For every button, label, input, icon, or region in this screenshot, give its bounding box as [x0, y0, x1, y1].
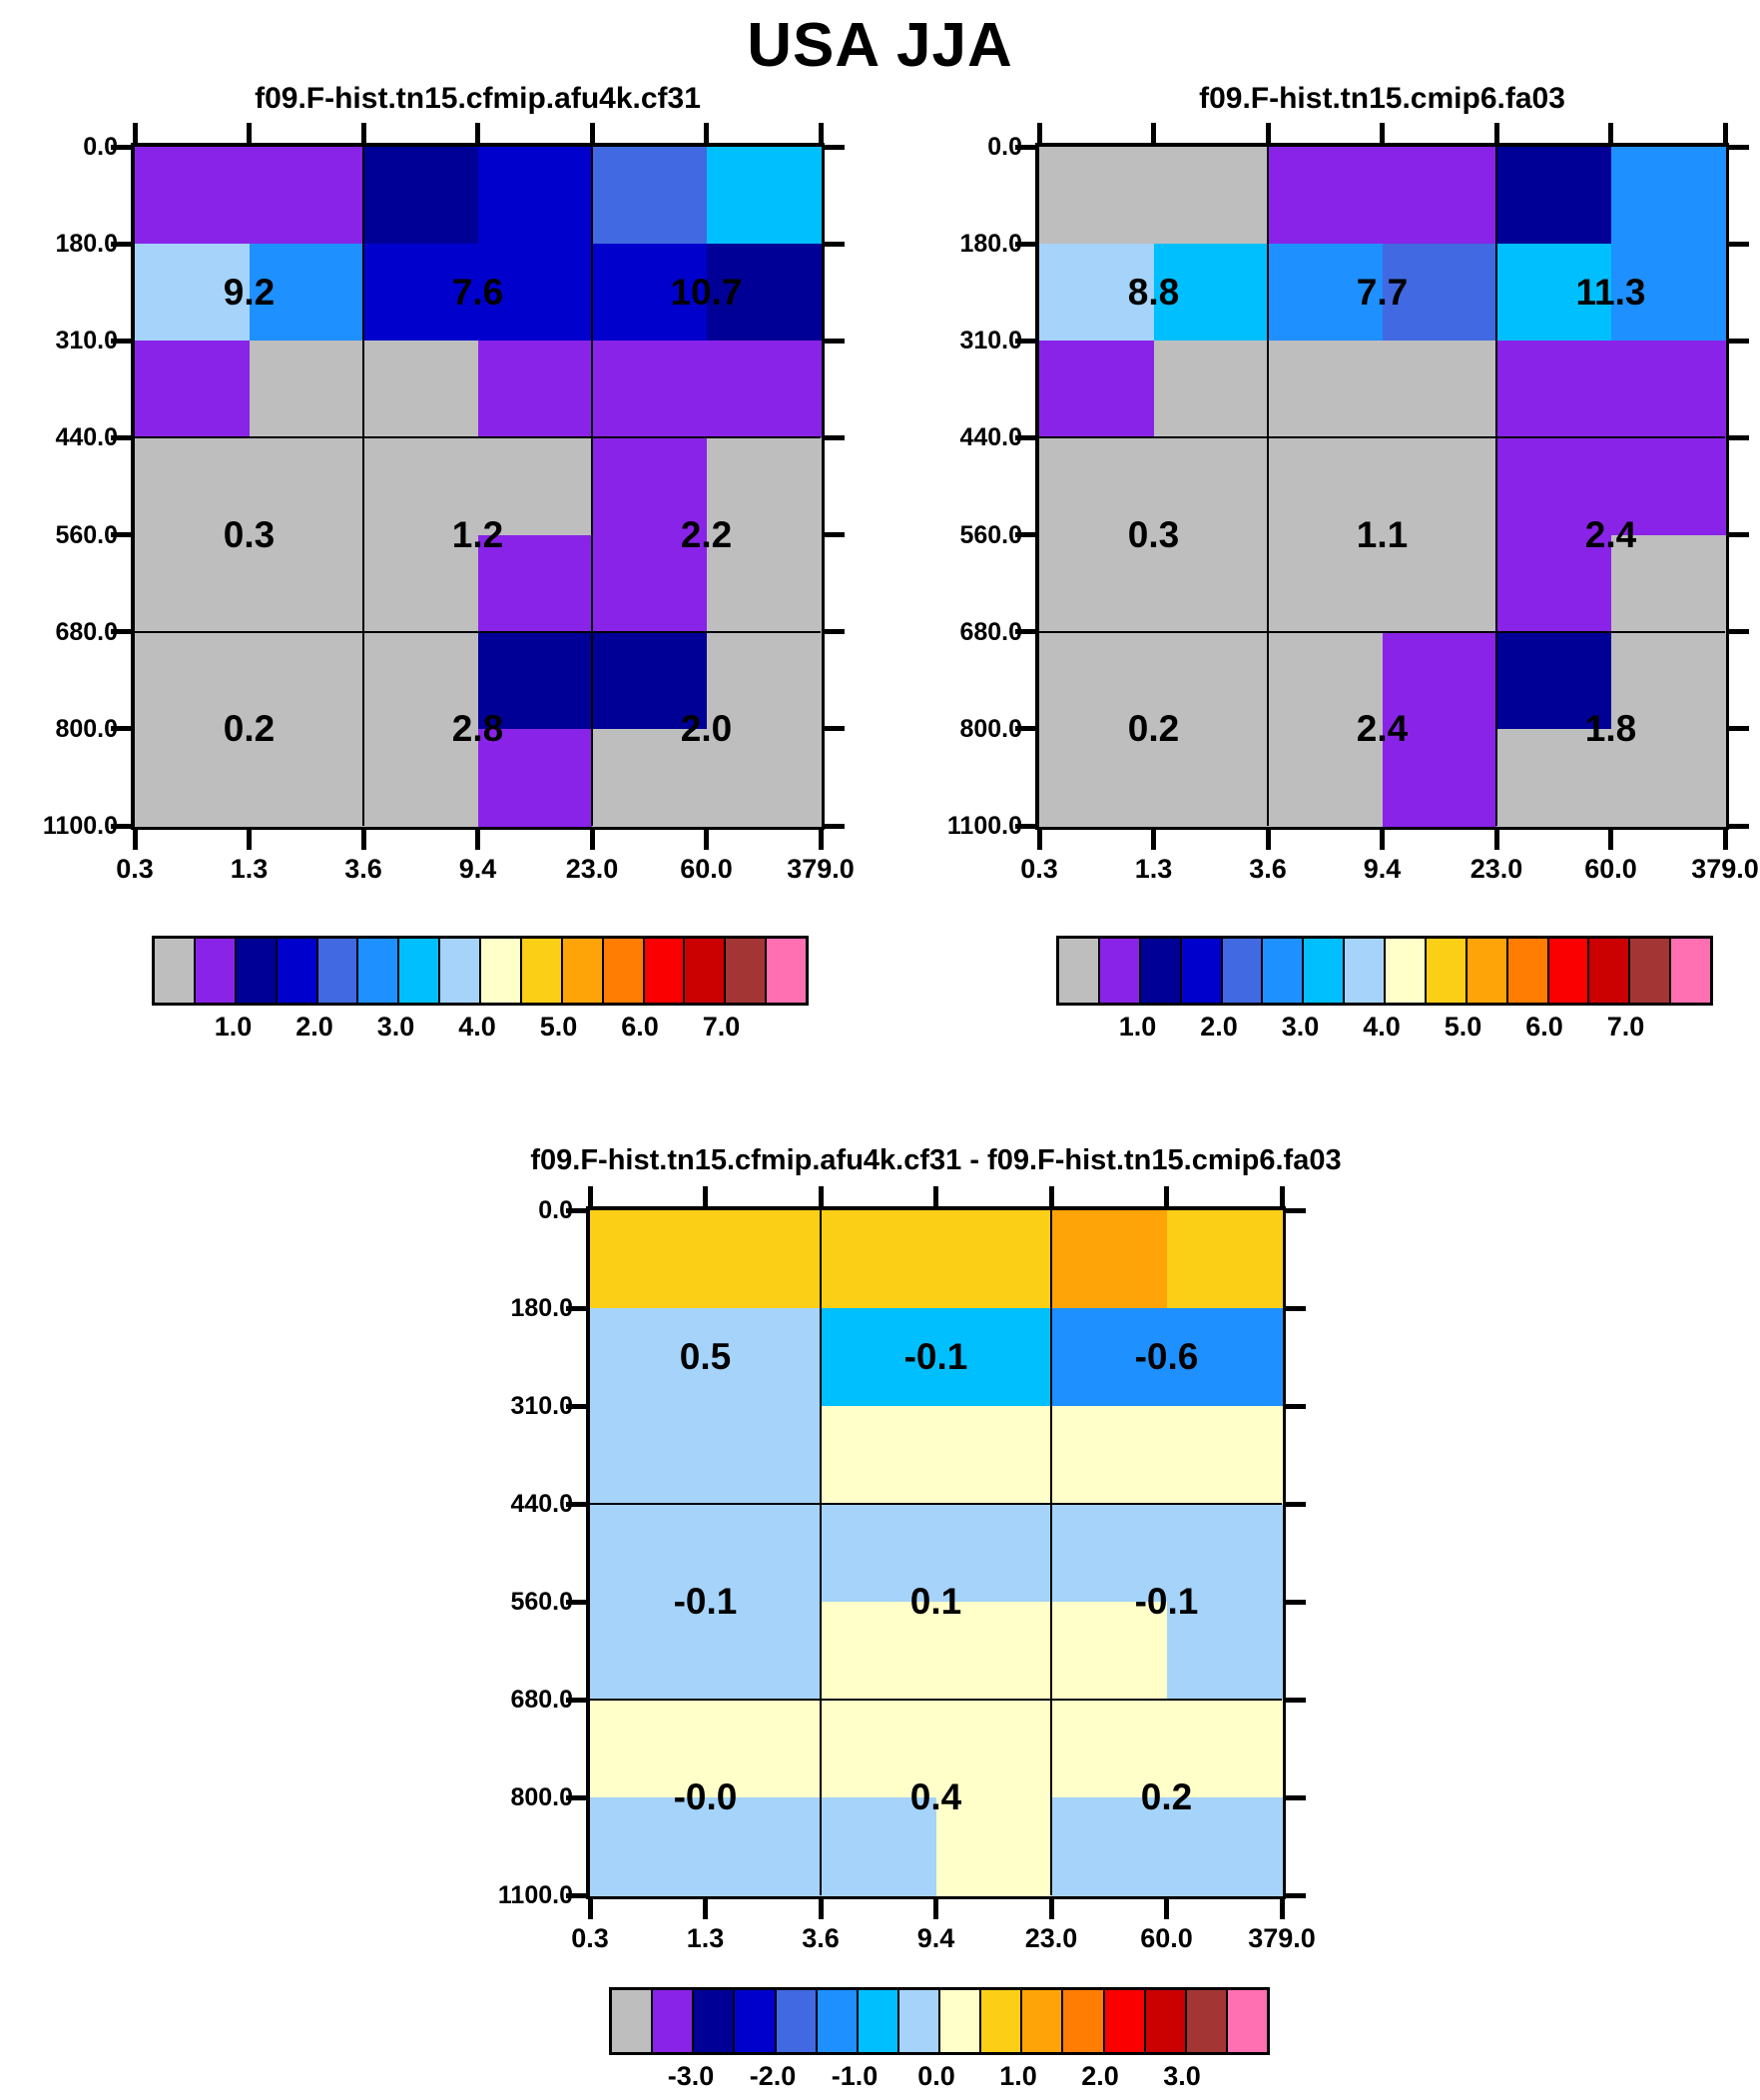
y-axis-label: 680.0	[959, 617, 1022, 646]
colorbar-swatch-mblue	[276, 939, 316, 1003]
heatmap-cell	[1268, 147, 1383, 245]
x-tick-bottom	[361, 830, 366, 850]
colorbar-label: 3.0	[1163, 2061, 1201, 2091]
y-axis-label: 800.0	[510, 1783, 573, 1811]
x-tick-bottom	[475, 830, 480, 850]
colorbar-swatch-dorange	[1061, 1990, 1102, 2052]
heatmap-cell	[135, 147, 250, 245]
x-tick-bottom	[247, 830, 252, 850]
heatmap-cell	[363, 341, 478, 438]
block-value-label: -0.1	[673, 1581, 738, 1622]
block-value-label: 8.8	[1127, 271, 1180, 313]
x-tick-bottom	[819, 830, 824, 850]
grid-line-horizontal	[1039, 436, 1725, 438]
x-tick-bottom	[703, 1899, 708, 1919]
y-tick-right	[1729, 145, 1749, 150]
colorbar-label: 5.0	[539, 1012, 578, 1042]
y-tick-right	[825, 629, 845, 634]
x-tick-bottom	[1723, 830, 1728, 850]
colorbar-swatch-orange	[1466, 939, 1506, 1003]
colorbar-swatch-pink	[1226, 1990, 1267, 2052]
block-value-label: -0.6	[1134, 1336, 1199, 1377]
grid-line-vertical	[362, 147, 364, 826]
x-axis-label: 1.3	[686, 1923, 725, 1953]
colorbar-swatch-sky	[397, 939, 438, 1003]
colorbar-label: 1.0	[1118, 1012, 1157, 1042]
grid-line-vertical	[1050, 1210, 1052, 1895]
colorbar-label: 1.0	[214, 1012, 253, 1042]
colorbar-swatch-pale_blue	[438, 939, 479, 1003]
y-tick-right	[1286, 1893, 1306, 1898]
colorbar-swatch-orange	[561, 939, 602, 1003]
panel-title: f09.F-hist.tn15.cmip6.fa03	[1199, 82, 1565, 115]
colorbar-swatch-red3	[683, 939, 724, 1003]
block-value-label: 2.8	[451, 707, 504, 749]
colorbar-swatch-pale_blue	[897, 1990, 938, 2052]
x-axis-label: 379.0	[787, 854, 855, 884]
y-axis-label: 800.0	[959, 714, 1022, 743]
heatmap-cell	[250, 341, 364, 438]
colorbar-swatch-purple	[1098, 939, 1139, 1003]
x-axis-label: 23.0	[565, 854, 619, 884]
colorbar-swatch-mblue	[1180, 939, 1221, 1003]
colorbar	[1056, 936, 1713, 1006]
colorbar-swatch-gray	[612, 1990, 651, 2052]
colorbar	[152, 936, 809, 1006]
heatmap-cell	[478, 147, 593, 245]
y-axis-label: 800.0	[55, 714, 118, 743]
block-value-label: 9.2	[223, 271, 276, 313]
heatmap-cell	[1611, 147, 1726, 245]
x-tick-top	[703, 1186, 708, 1206]
x-tick-top	[1608, 123, 1613, 143]
x-tick-top	[1380, 123, 1385, 143]
x-axis-label: 1.3	[230, 854, 269, 884]
colorbar-swatch-red	[1547, 939, 1588, 1003]
heatmap-cell	[1154, 341, 1269, 438]
x-tick-bottom	[1280, 1899, 1285, 1919]
x-tick-bottom	[1164, 1899, 1169, 1919]
x-axis-label: 0.3	[571, 1923, 609, 1953]
heatmap-plot	[131, 143, 825, 830]
colorbar-swatch-dodger	[356, 939, 397, 1003]
colorbar-swatch-red3	[1587, 939, 1628, 1003]
x-tick-top	[1494, 123, 1499, 143]
y-axis-label: 1100.0	[42, 812, 118, 840]
colorbar-swatch-royal	[775, 1990, 816, 2052]
y-axis-label: 310.0	[510, 1392, 573, 1420]
colorbar-label: 4.0	[458, 1012, 496, 1042]
x-tick-bottom	[1049, 1899, 1054, 1919]
y-tick-right	[1286, 1698, 1306, 1703]
x-tick-top	[361, 123, 366, 143]
colorbar-label: 6.0	[1525, 1012, 1563, 1042]
colorbar-swatch-gray	[155, 939, 194, 1003]
y-tick-right	[825, 435, 845, 440]
x-tick-bottom	[1608, 830, 1613, 850]
x-tick-top	[933, 1186, 938, 1206]
x-axis-label: 60.0	[1584, 854, 1637, 884]
colorbar-label: 1.0	[999, 2061, 1037, 2091]
y-tick-right	[825, 242, 845, 247]
colorbar-label: 4.0	[1363, 1012, 1401, 1042]
heatmap-cell	[1167, 1210, 1283, 1309]
colorbar	[609, 1987, 1270, 2055]
colorbar-swatch-navy	[692, 1990, 733, 2052]
x-axis-label: 9.4	[916, 1923, 955, 1953]
block-value-label: 1.8	[1584, 707, 1637, 749]
heatmap-cell	[1496, 147, 1611, 245]
colorbar-swatch-purple	[194, 939, 235, 1003]
x-axis-label: 0.3	[1020, 854, 1058, 884]
colorbar-swatch-pale_blue	[1343, 939, 1384, 1003]
x-tick-top	[819, 123, 824, 143]
y-tick-right	[1729, 242, 1749, 247]
colorbar-swatch-gold	[1425, 939, 1466, 1003]
block-value-label: 7.6	[451, 271, 504, 313]
x-tick-top	[1280, 1186, 1285, 1206]
heatmap-cell	[135, 341, 250, 438]
y-tick-right	[825, 824, 845, 829]
grid-line-horizontal	[590, 1699, 1282, 1701]
block-value-label: -0.0	[673, 1776, 738, 1817]
grid-line-horizontal	[135, 631, 821, 633]
heatmap-cell	[821, 1406, 936, 1505]
grid-line-horizontal	[135, 436, 821, 438]
x-tick-top	[1037, 123, 1042, 143]
x-tick-top	[475, 123, 480, 143]
y-tick-right	[825, 145, 845, 150]
y-axis-label: 560.0	[510, 1588, 573, 1616]
colorbar-swatch-pink	[765, 939, 806, 1003]
heatmap-cell	[1496, 341, 1611, 438]
heatmap-cell	[706, 1210, 822, 1309]
x-tick-top	[1151, 123, 1156, 143]
x-axis-label: 3.6	[802, 1923, 840, 1953]
y-axis-label: 440.0	[510, 1490, 573, 1518]
block-value-label: 0.5	[679, 1336, 732, 1377]
x-tick-top	[1723, 123, 1728, 143]
heatmap-cell	[592, 341, 707, 438]
y-axis-label: 0.0	[83, 133, 118, 161]
colorbar-label: 6.0	[621, 1012, 659, 1042]
colorbar-label: 7.0	[1606, 1012, 1645, 1042]
x-tick-bottom	[933, 1899, 938, 1919]
y-axis-label: 560.0	[55, 520, 118, 549]
y-tick-right	[1286, 1306, 1306, 1311]
x-tick-top	[590, 123, 595, 143]
y-axis-label: 180.0	[959, 230, 1022, 259]
y-tick-right	[1729, 726, 1749, 731]
block-value-label: 2.4	[1356, 707, 1409, 749]
block-value-label: 1.2	[451, 513, 504, 555]
y-axis-label: 440.0	[959, 423, 1022, 452]
heatmap-cell	[707, 147, 822, 245]
heatmap-plot	[586, 1206, 1286, 1899]
heatmap-plot	[1035, 143, 1729, 830]
y-tick-right	[1729, 532, 1749, 537]
y-tick-right	[1729, 435, 1749, 440]
y-tick-right	[1286, 1404, 1306, 1409]
block-value-label: 0.3	[1127, 513, 1180, 555]
y-axis-label: 1100.0	[497, 1881, 573, 1909]
x-tick-bottom	[133, 830, 138, 850]
colorbar-label: 2.0	[1081, 2061, 1119, 2091]
x-tick-bottom	[819, 1899, 824, 1919]
y-axis-label: 1100.0	[946, 812, 1022, 840]
colorbar-label: 5.0	[1444, 1012, 1482, 1042]
heatmap-cell	[1051, 1406, 1167, 1505]
y-tick-right	[825, 339, 845, 344]
block-value-label: -0.1	[903, 1336, 968, 1377]
colorbar-swatch-gold	[520, 939, 561, 1003]
grid-line-horizontal	[1039, 631, 1725, 633]
colorbar-swatch-pale_yellow	[1384, 939, 1425, 1003]
block-value-label: 0.3	[223, 513, 276, 555]
colorbar-swatch-red	[1103, 1990, 1144, 2052]
colorbar-swatch-red3	[1144, 1990, 1185, 2052]
block-value-label: 2.4	[1584, 513, 1637, 555]
colorbar-swatch-brown	[1185, 1990, 1226, 2052]
block-value-label: 11.3	[1575, 271, 1646, 313]
heatmap-cell	[1051, 1210, 1167, 1309]
x-tick-top	[133, 123, 138, 143]
x-axis-label: 23.0	[1024, 1923, 1078, 1953]
x-tick-bottom	[590, 830, 595, 850]
y-axis-label: 0.0	[538, 1196, 573, 1224]
x-axis-label: 9.4	[1363, 854, 1402, 884]
y-axis-label: 310.0	[55, 327, 118, 355]
x-tick-bottom	[704, 830, 709, 850]
x-tick-top	[247, 123, 252, 143]
grid-line-horizontal	[590, 1503, 1282, 1505]
colorbar-swatch-brown	[724, 939, 765, 1003]
x-axis-label: 3.6	[1249, 854, 1287, 884]
colorbar-swatch-mblue	[733, 1990, 774, 2052]
colorbar-swatch-dorange	[602, 939, 643, 1003]
y-tick-right	[1729, 629, 1749, 634]
panel-title: f09.F-hist.tn15.cfmip.afu4k.cf31 - f09.F-hist.tn15.cmip6.fa03	[530, 1144, 1342, 1176]
colorbar-swatch-sky	[857, 1990, 897, 2052]
y-axis-label: 0.0	[987, 133, 1022, 161]
colorbar-swatch-pale_yellow	[479, 939, 520, 1003]
colorbar-swatch-dorange	[1506, 939, 1547, 1003]
y-tick-right	[1286, 1600, 1306, 1605]
x-tick-top	[819, 1186, 824, 1206]
x-axis-label: 23.0	[1469, 854, 1523, 884]
block-value-label: 7.7	[1356, 271, 1409, 313]
colorbar-swatch-dodger	[816, 1990, 857, 2052]
y-tick-right	[1286, 1795, 1306, 1800]
heatmap-cell	[590, 1210, 706, 1309]
y-tick-right	[1729, 339, 1749, 344]
heatmap-cell	[1383, 147, 1497, 245]
heatmap-cell	[936, 1210, 1052, 1309]
block-value-label: 2.0	[680, 707, 733, 749]
y-axis-label: 680.0	[510, 1686, 573, 1714]
heatmap-cell	[590, 1406, 706, 1505]
colorbar-label: 2.0	[1200, 1012, 1238, 1042]
x-axis-label: 1.3	[1134, 854, 1173, 884]
colorbar-label: -2.0	[749, 2061, 797, 2091]
figure-title: USA JJA	[747, 11, 1013, 80]
x-tick-bottom	[1037, 830, 1042, 850]
heatmap-cell	[363, 147, 478, 245]
y-tick-right	[825, 726, 845, 731]
heatmap-cell	[250, 147, 364, 245]
y-tick-right	[1286, 1502, 1306, 1507]
x-tick-bottom	[588, 1899, 593, 1919]
y-axis-label: 180.0	[55, 230, 118, 259]
colorbar-label: -3.0	[667, 2061, 715, 2091]
x-tick-top	[1266, 123, 1271, 143]
x-tick-top	[1049, 1186, 1054, 1206]
x-tick-top	[588, 1186, 593, 1206]
x-tick-top	[1164, 1186, 1169, 1206]
y-axis-label: 680.0	[55, 617, 118, 646]
heatmap-cell	[936, 1406, 1052, 1505]
colorbar-swatch-sky	[1302, 939, 1343, 1003]
block-value-label: 0.2	[1140, 1776, 1193, 1817]
block-value-label: 10.7	[670, 271, 743, 313]
colorbar-swatch-purple	[651, 1990, 692, 2052]
heatmap-cell	[592, 147, 707, 245]
y-tick-right	[825, 532, 845, 537]
block-value-label: 0.2	[223, 707, 276, 749]
grid-line-vertical	[591, 147, 593, 826]
block-value-label: -0.1	[1134, 1581, 1199, 1622]
x-axis-label: 379.0	[1691, 854, 1759, 884]
block-value-label: 0.4	[909, 1776, 962, 1817]
grid-line-vertical	[820, 1210, 822, 1895]
y-axis-label: 310.0	[959, 327, 1022, 355]
x-axis-label: 379.0	[1248, 1923, 1316, 1953]
colorbar-swatch-pale_yellow	[938, 1990, 979, 2052]
x-axis-label: 9.4	[458, 854, 497, 884]
colorbar-label: 2.0	[295, 1012, 333, 1042]
colorbar-label: -1.0	[831, 2061, 879, 2091]
panel-title: f09.F-hist.tn15.cfmip.afu4k.cf31	[255, 82, 701, 115]
x-axis-label: 3.6	[344, 854, 382, 884]
colorbar-swatch-brown	[1628, 939, 1669, 1003]
x-tick-top	[704, 123, 709, 143]
block-value-label: 0.1	[909, 1581, 962, 1622]
colorbar-label: 3.0	[1281, 1012, 1320, 1042]
colorbar-swatch-pink	[1669, 939, 1710, 1003]
colorbar-swatch-gold	[979, 1990, 1020, 2052]
heatmap-cell	[707, 341, 822, 438]
colorbar-label: 0.0	[917, 2061, 955, 2091]
x-tick-bottom	[1151, 830, 1156, 850]
colorbar-swatch-royal	[316, 939, 357, 1003]
heatmap-cell	[1039, 341, 1154, 438]
heatmap-cell	[1268, 341, 1383, 438]
colorbar-label: 7.0	[702, 1012, 741, 1042]
x-axis-label: 60.0	[1140, 1923, 1193, 1953]
heatmap-cell	[821, 1210, 936, 1309]
heatmap-cell	[478, 341, 593, 438]
colorbar-swatch-navy	[235, 939, 276, 1003]
block-value-label: 0.2	[1127, 707, 1180, 749]
x-tick-bottom	[1380, 830, 1385, 850]
colorbar-swatch-royal	[1221, 939, 1262, 1003]
colorbar-label: 3.0	[376, 1012, 415, 1042]
y-axis-label: 560.0	[959, 520, 1022, 549]
x-tick-bottom	[1266, 830, 1271, 850]
heatmap-cell	[1039, 147, 1154, 245]
heatmap-cell	[1611, 341, 1726, 438]
heatmap-cell	[706, 1406, 822, 1505]
colorbar-swatch-red	[643, 939, 684, 1003]
x-axis-label: 60.0	[680, 854, 733, 884]
y-tick-right	[1286, 1208, 1306, 1213]
colorbar-swatch-dodger	[1261, 939, 1302, 1003]
y-axis-label: 440.0	[55, 423, 118, 452]
colorbar-swatch-gray	[1059, 939, 1098, 1003]
grid-line-vertical	[1267, 147, 1269, 826]
x-axis-label: 0.3	[116, 854, 154, 884]
heatmap-cell	[1154, 147, 1269, 245]
colorbar-swatch-navy	[1139, 939, 1180, 1003]
y-axis-label: 180.0	[510, 1294, 573, 1322]
colorbar-swatch-orange	[1020, 1990, 1061, 2052]
x-tick-bottom	[1494, 830, 1499, 850]
block-value-label: 2.2	[680, 513, 733, 555]
heatmap-cell	[1167, 1406, 1283, 1505]
grid-line-vertical	[1495, 147, 1497, 826]
y-tick-right	[1729, 824, 1749, 829]
block-value-label: 1.1	[1356, 513, 1409, 555]
heatmap-cell	[1383, 341, 1497, 438]
